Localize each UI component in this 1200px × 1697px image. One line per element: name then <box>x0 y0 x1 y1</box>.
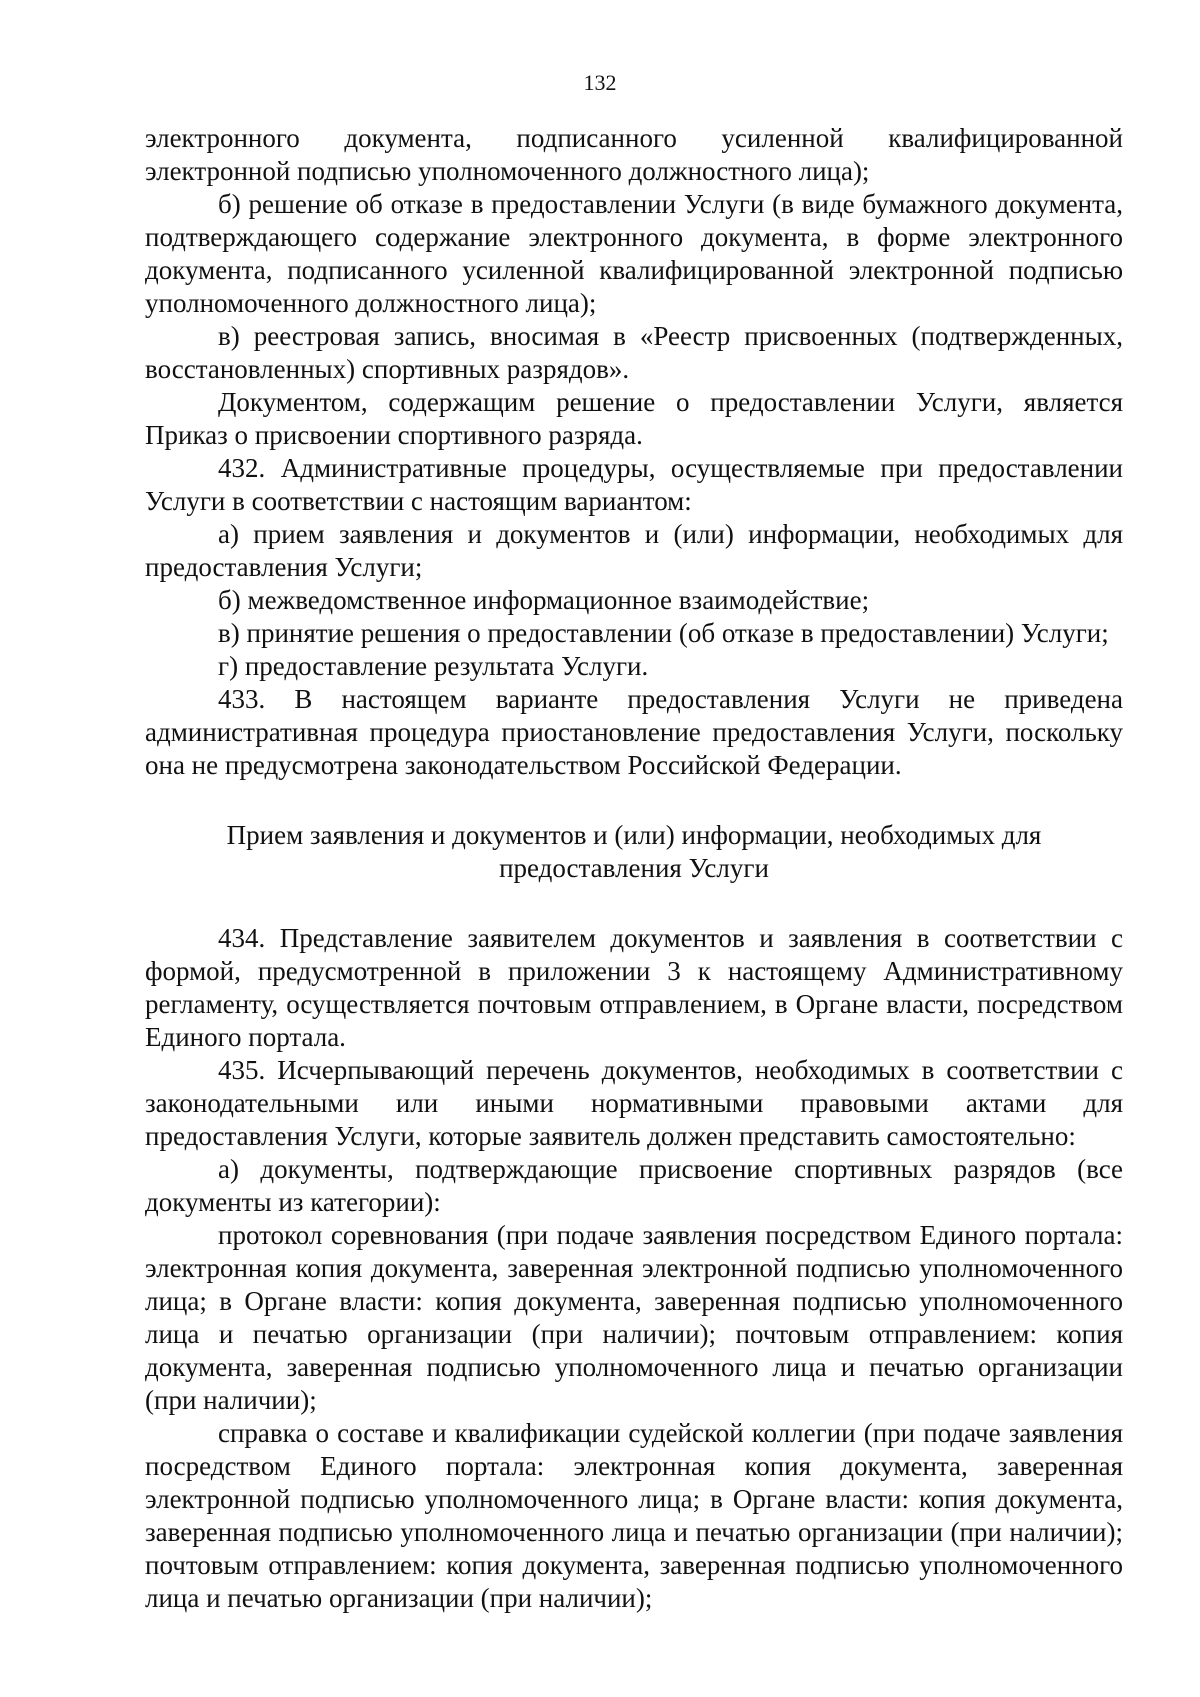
paragraph-432-item-v: в) принятие решения о предоставлении (об отказе в предоставлении) Услуги; <box>218 618 1109 648</box>
paragraph-435: 435. Исчерпывающий перечень документов, необходимых в соответствии с законодательными или иными нормативными правовыми актами для предоставления Услуги, которые заявитель должен представить самостоятельно: <box>145 1055 1123 1151</box>
paragraph-432-item-g: г) предоставление результата Услуги. <box>218 651 649 681</box>
paragraph-435-item-a: а) документы, подтверждающие присвоение спортивных разрядов (все документы из категории): <box>145 1154 1123 1217</box>
paragraph-434: 434. Представление заявителем документов и заявления в соответствии с формой, предусмотренной в приложении 3 к настоящему Административному регламенту, осуществляется почтовым отправлением, в Органе власти, посредством Единого портала. <box>145 923 1123 1052</box>
paragraph-item-b-refusal: б) решение об отказе в предоставлении Услуги (в виде бумажного документа, подтверждающего содержание электронного документа, в форме электронного документа, подписанного усиленной квалифицированной электронной подписью уполномоченного должностного лица); <box>145 189 1123 318</box>
paragraph-item-v-registry: в) реестровая запись, вносимая в «Реестр присвоенных (подтвержденных, восстановленных) спортивных разрядов». <box>145 321 1123 384</box>
page-number: 132 <box>583 70 617 95</box>
paragraph-432-item-b: б) межведомственное информационное взаимодействие; <box>218 585 870 615</box>
paragraph-judges-certificate: справка о составе и квалификации судейской коллегии (при подаче заявления посредством Единого портала: электронная копия документа, заверенная электронной подписью уполномоченного лица; в Органе власти: копия документа, заверенная подписью уполномоченного лица и печатью организации (при наличии); почтовым отправлением: копия документа, заверенная подписью уполномоченного лица и печатью организации (при наличии); <box>145 1418 1123 1613</box>
paragraph-432-item-a: а) прием заявления и документов и (или) информации, необходимых для предоставления Услуги; <box>145 519 1123 582</box>
document-body <box>145 122 1123 1615</box>
paragraph-continuation: электронного документа, подписанного усиленной квалифицированной электронной подписью уполномоченного должностного лица); <box>145 123 1123 186</box>
paragraph-competition-protocol: протокол соревнования (при подаче заявления посредством Единого портала: электронная копия документа, заверенная электронной подписью уполномоченного лица; в Органе власти: копия документа, заверенная подписью уполномоченного лица и печатью организации (при наличии); почтовым отправлением: копия документа, заверенная подписью уполномоченного лица и печатью организации (при наличии); <box>145 1220 1123 1415</box>
paragraph-432: 432. Административные процедуры, осуществляемые при предоставлении Услуги в соответствии с настоящим вариантом: <box>145 453 1123 516</box>
section-heading: Прием заявления и документов и (или) информации, необходимых для предоставления Услуги <box>226 820 1042 883</box>
paragraph-433: 433. В настоящем варианте предоставления Услуги не приведена административная процедура приостановление предоставления Услуги, поскольку она не предусмотрена законодательством Российской Федерации. <box>145 684 1123 780</box>
paragraph-decision-document: Документом, содержащим решение о предоставлении Услуги, является Приказ о присвоении спортивного разряда. <box>145 387 1123 450</box>
